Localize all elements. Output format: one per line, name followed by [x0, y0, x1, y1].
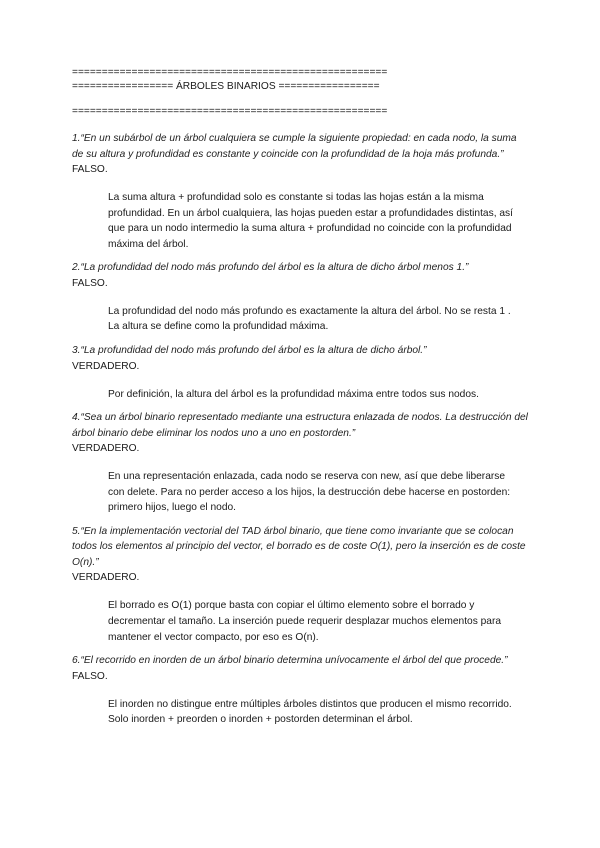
question-verdict: VERDADERO.	[72, 443, 140, 455]
question-explanation: En una representación enlazada, cada nodo se reserva con new, así que debe liberarse con delete. Para no perder acceso a los hijos, la destrucción debe hacerse en postorden: primero hijos, luego el nodo.	[108, 471, 511, 514]
question-verdict: VERDADERO.	[72, 360, 140, 372]
question-statement: 4.“Sea un árbol binario representado mediante una estructura enlazada de nodos. La destrucción del árbol binario debe eliminar los nodos uno a uno en postorden.”	[72, 412, 528, 439]
header-rule-bottom: =====================================================	[72, 106, 388, 117]
question-statement: 2.“La profundidad del nodo más profundo del árbol es la altura de dicho árbol menos 1.”	[72, 262, 469, 274]
question-explanation: Por definición, la altura del árbol es la profundidad máxima entre todos sus nodos.	[108, 388, 479, 400]
header-title: ================= ÁRBOLES BINARIOS =================	[72, 81, 380, 92]
question-statement: 3.“La profundidad del nodo más profundo del árbol es la altura de dicho árbol.”	[72, 345, 427, 357]
question-statement: 6.“El recorrido en inorden de un árbol binario determina unívocamente el árbol del que procede.”	[72, 655, 508, 667]
question-verdict: FALSO.	[72, 277, 108, 289]
question-explanation: La suma altura + profundidad solo es constante si todas las hojas están a la misma profundidad. En un árbol cualquiera, las hojas pueden estar a profundidades distintas, así que para un nodo intermedio la suma altura + profundidad no coincide con la profundidad máxima del árbol.	[108, 192, 513, 250]
question-1	[72, 131, 530, 252]
question-statement: 5.“En la implementación vectorial del TAD árbol binario, que tiene como invariante que se colocan todos los elementos al principio del vector, el borrado es de coste O(1), pero la inserción es de coste O(n).”	[72, 525, 526, 568]
question-verdict: VERDADERO.	[72, 572, 140, 584]
question-explanation: El inorden no distingue entre múltiples árboles distintos que producen el mismo recorrido. Solo inorden + preorden o inorden + postorden determinan el árbol.	[108, 698, 512, 726]
header-rule-top: =====================================================	[72, 67, 388, 78]
question-4	[72, 410, 530, 516]
question-3	[72, 343, 530, 402]
question-verdict: FALSO.	[72, 164, 108, 175]
question-explanation: La profundidad del nodo más profundo es exactamente la altura del árbol. No se resta 1 . La altura se define como la profundidad máxima.	[108, 305, 511, 333]
question-statement: 1.“En un subárbol de un árbol cualquiera se cumple la siguiente propiedad: en cada nodo, la suma de su altura y profundidad es constante y coincide con la profundidad de la hoja más profunda.”	[72, 133, 517, 160]
question-explanation: El borrado es O(1) porque basta con copiar el último elemento sobre el borrado y decrementar el tamaño. La inserción puede requerir desplazar muchos elementos para mantener el vector compacto, por eso es O(n).	[108, 600, 502, 643]
question-verdict: FALSO.	[72, 670, 108, 682]
question-5	[72, 524, 530, 645]
question-2	[72, 260, 530, 335]
question-6	[72, 653, 530, 728]
